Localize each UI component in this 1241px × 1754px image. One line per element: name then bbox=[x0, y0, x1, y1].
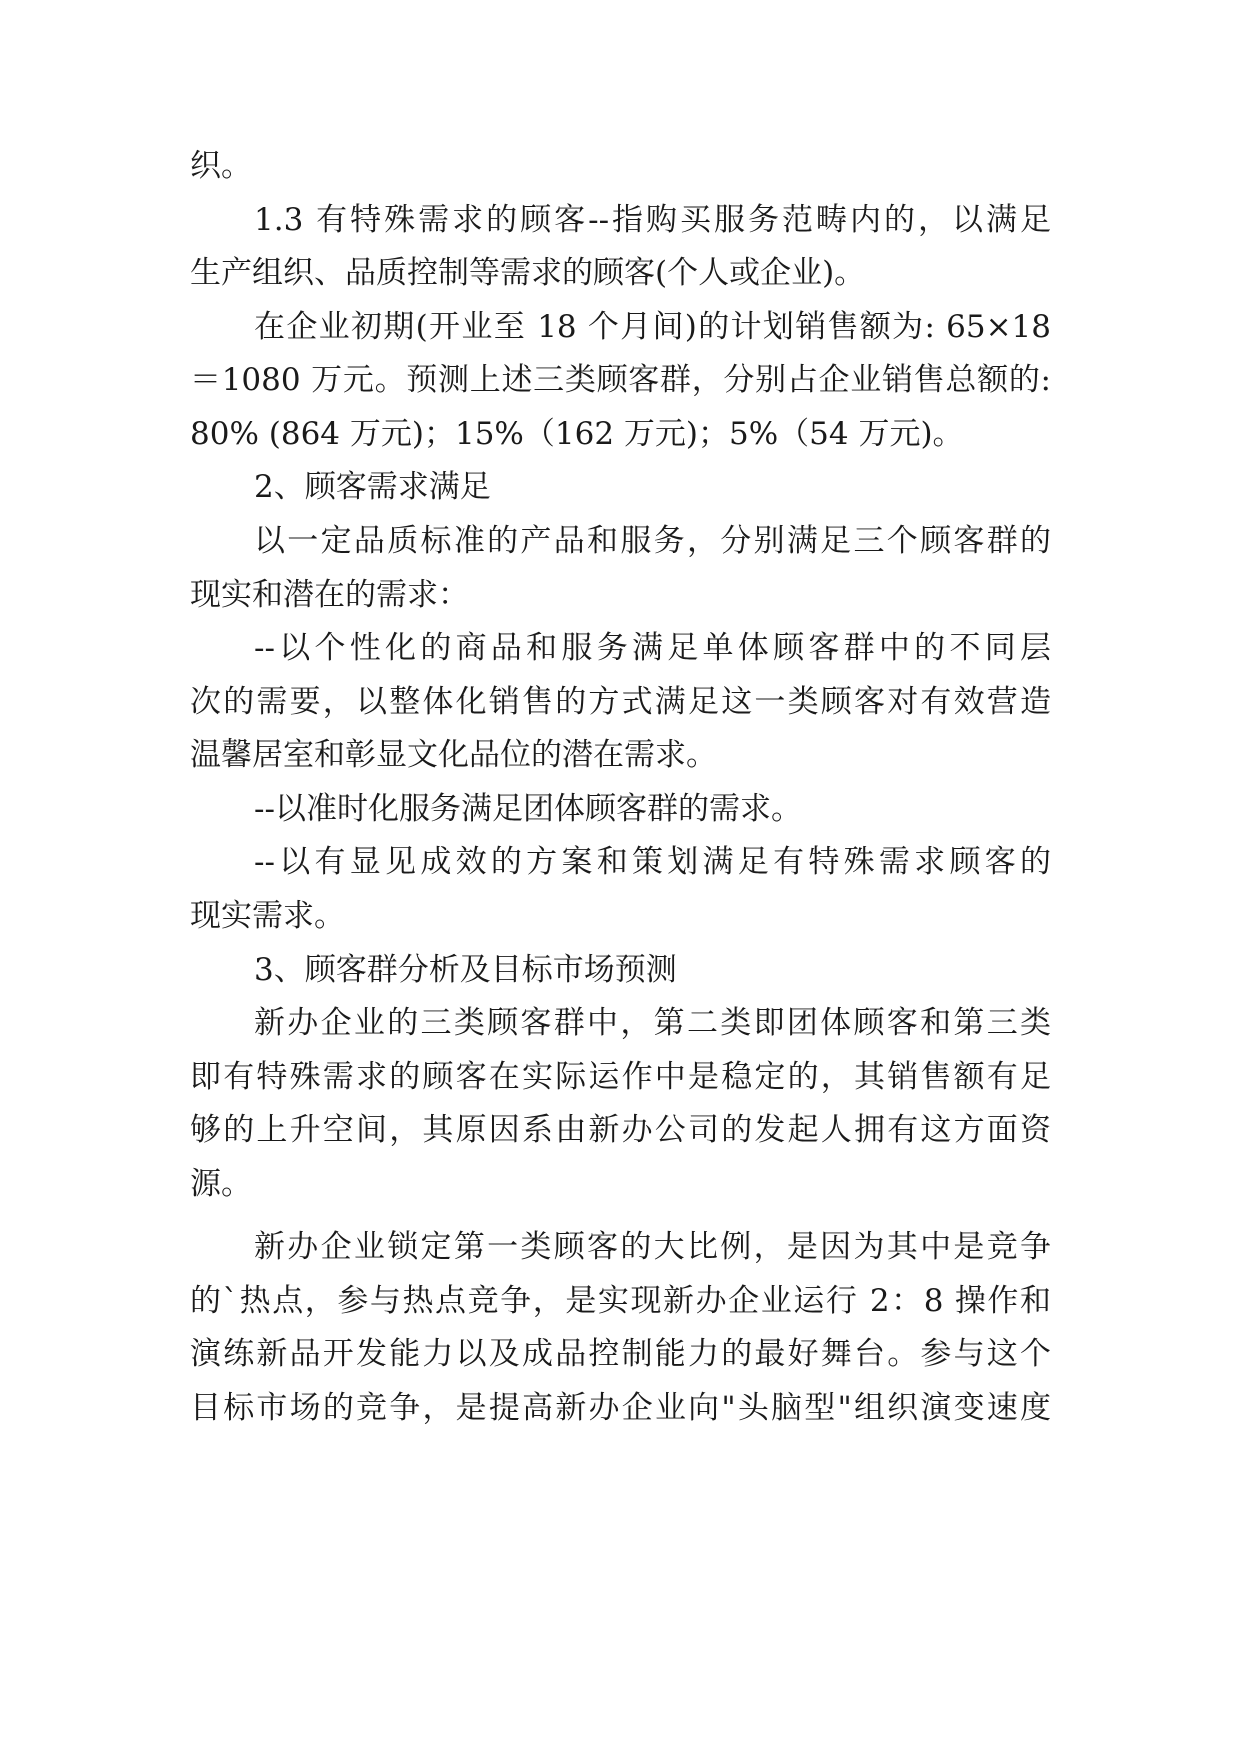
text-line: 的`热点，参与热点竞争，是实现新办企业运行 2：8 操作和 bbox=[190, 1283, 1051, 1319]
text-line: 80% (864 万元)；15%（162 万元)；5%（54 万元)。 bbox=[190, 416, 964, 452]
text-line: 在企业初期(开业至 18 个月间)的计划销售额为: 65×18 bbox=[254, 309, 1051, 345]
text-line: 温馨居室和彰显文化品位的潜在需求。 bbox=[190, 737, 717, 773]
text-line: 目标市场的竞争，是提高新办企业向"头脑型"组织演变速度 bbox=[190, 1390, 1051, 1426]
text-line: --以有显见成效的方案和策划满足有特殊需求顾客的 bbox=[254, 844, 1051, 880]
text-line: 现实需求。 bbox=[190, 898, 345, 934]
text-line: 源。 bbox=[190, 1166, 252, 1202]
text-line: ＝1080 万元。预测上述三类顾客群，分别占企业销售总额的: bbox=[190, 362, 1051, 398]
text-line: 演练新品开发能力以及成品控制能力的最好舞台。参与这个 bbox=[190, 1336, 1051, 1372]
section-heading: 2、顾客需求满足 bbox=[254, 469, 491, 505]
text-line: --以个性化的商品和服务满足单体顾客群中的不同层 bbox=[254, 630, 1051, 666]
text-line: 新办企业的三类顾客群中，第二类即团体顾客和第三类 bbox=[254, 1005, 1051, 1041]
text-line: 1.3 有特殊需求的顾客--指购买服务范畴内的，以满足 bbox=[254, 202, 1051, 238]
text-line: 以一定品质标准的产品和服务，分别满足三个顾客群的 bbox=[254, 523, 1051, 559]
text-line: 够的上升空间，其原因系由新办公司的发起人拥有这方面资 bbox=[190, 1112, 1051, 1148]
section-heading: 3、顾客群分析及目标市场预测 bbox=[254, 952, 677, 988]
text-line: --以准时化服务满足团体顾客群的需求。 bbox=[254, 791, 802, 827]
text-line: 即有特殊需求的顾客在实际运作中是稳定的，其销售额有足 bbox=[190, 1059, 1051, 1095]
text-line: 现实和潜在的需求： bbox=[190, 577, 469, 613]
text-line: 次的需要，以整体化销售的方式满足这一类顾客对有效营造 bbox=[190, 684, 1051, 720]
text-line: 新办企业锁定第一类顾客的大比例，是因为其中是竞争 bbox=[254, 1229, 1051, 1265]
text-line: 生产组织、品质控制等需求的顾客(个人或企业)。 bbox=[190, 255, 866, 291]
text-line: 织。 bbox=[190, 148, 252, 184]
